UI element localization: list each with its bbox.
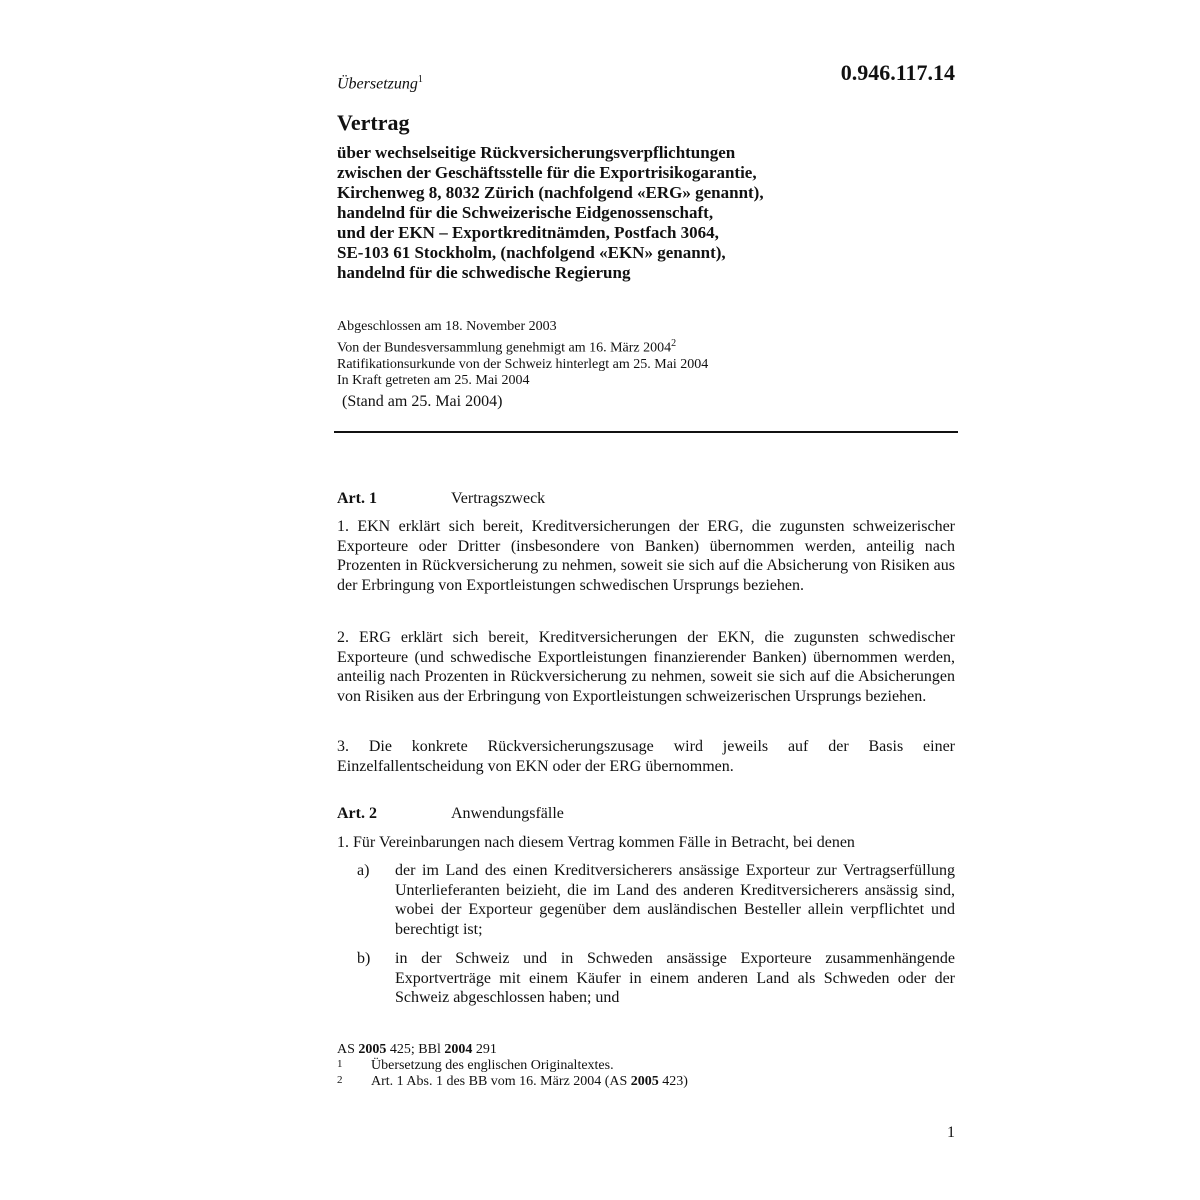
- footnote-ref-2[interactable]: 2: [671, 337, 677, 349]
- concluded-date: Abgeschlossen am 18. November 2003: [337, 319, 557, 334]
- approval-line: [337, 336, 708, 357]
- in-force-date: In Kraft getreten am 25. Mai 2004: [337, 373, 530, 389]
- translation-label: [337, 74, 423, 93]
- header-divider: [334, 431, 958, 433]
- subtitle-line: handelnd für die Schweizerische Eidgenossenschaft,: [337, 203, 714, 222]
- footnotes: [337, 1042, 688, 1090]
- list-item-text: der im Land des einen Kreditversicherers ansässige Exporteur zur Vertragserfüllung Unterlieferanten beizieht, die im Land des anderen Kreditversicherers ansässig sind, wobei der Exporteur gegenüber dem ausländischen Besteller allein verpflichtet und berechtigt ist;: [395, 862, 955, 938]
- list-item-text: in der Schweiz und in Schweden ansässige Exporteure zusammenhängende Exportverträge mit einem Käufer in einem anderen Land als Schweden oder der Schweiz abgeschlossen haben; und: [395, 950, 955, 1007]
- status-date: (Stand am 25. Mai 2004): [342, 393, 503, 410]
- article-1-paragraph-2: 2. ERG erklärt sich bereit, Kreditversicherungen der EKN, die zugunsten schwedischer Exporteure (und schwedische Exportleistungen finanzierender Banken) übernommen werden, anteilig nach Prozenten in Rückversicherung zu nehmen, soweit sie sich auf die Absicherungen von Risiken aus der Erbringung von Exportleistungen schweizerischen Ursprungs beziehen.: [337, 629, 955, 705]
- article-1-paragraph-3: 3. Die konkrete Rückversicherungszusage wird jeweils auf der Basis einer Einzelfallentscheidung von EKN oder der ERG übernommen.: [337, 738, 955, 775]
- footnote-2: [337, 1074, 688, 1090]
- article-title: Vertragszweck: [451, 490, 546, 507]
- subtitle-line: Kirchenweg 8, 8032 Zürich (nachfolgend «ERG» genannt),: [337, 183, 764, 202]
- footnote-ref-1[interactable]: 1: [417, 74, 423, 85]
- subtitle-line: SE-103 61 Stockholm, (nachfolgend «EKN» genannt),: [337, 243, 726, 262]
- article-2-heading: [337, 805, 957, 823]
- article-title: Anwendungsfälle: [451, 805, 564, 822]
- sr-number: 0.946.117.14: [840, 60, 955, 85]
- list-item-label: a): [357, 862, 370, 879]
- article-number: Art. 2: [337, 805, 377, 822]
- page-number: 1: [947, 1124, 955, 1141]
- ratification-date: Ratifikationsurkunde von der Schweiz hinterlegt am 25. Mai 2004: [337, 356, 709, 372]
- source-reference: AS 2005 425; BBl 2004 291: [337, 1042, 497, 1057]
- footnote-number: 2: [337, 1074, 343, 1086]
- article-2-paragraph-1: 1. Für Vereinbarungen nach diesem Vertrag kommen Fälle in Betracht, bei denen: [337, 834, 855, 851]
- article-number: Art. 1: [337, 490, 377, 507]
- footnote-number: 1: [337, 1058, 343, 1070]
- document-title: Vertrag: [337, 110, 410, 135]
- list-item-label: b): [357, 950, 371, 967]
- article-1-paragraph-1: 1. EKN erklärt sich bereit, Kreditversicherungen der ERG, die zugunsten schweizerischer Exporteure oder Dritter (insbesondere von Banken) übernommen werden, anteilig nach Prozenten in Rückversicherung zu nehmen, soweit sie sich auf die Absicherung von Risiken aus der Erbringung von Exportleistungen schwedischen Ursprungs beziehen.: [337, 518, 955, 594]
- subtitle-line: zwischen der Geschäftsstelle für die Exportrisikogarantie,: [337, 163, 757, 182]
- document-subtitle: [337, 143, 937, 283]
- approved-date: Von der Bundesversammlung genehmigt am 16. März 2004: [337, 340, 672, 356]
- article-1-heading: [337, 490, 957, 508]
- list-item: [357, 949, 955, 1008]
- footnote-text: Übersetzung des englischen Originaltextes.: [371, 1058, 614, 1073]
- footnote-text: Art. 1 Abs. 1 des BB vom 16. März 2004 (AS 2005 423): [371, 1074, 688, 1089]
- list-item: [357, 861, 955, 939]
- subtitle-line: und der EKN – Exportkreditnämden, Postfach 3064,: [337, 223, 719, 242]
- subtitle-line: über wechselseitige Rückversicherungsverpflichtungen: [337, 143, 736, 162]
- translation-text: Übersetzung: [337, 75, 418, 93]
- subtitle-line: handelnd für die schwedische Regierung: [337, 263, 631, 282]
- footnote-1: [337, 1058, 614, 1074]
- enactment-info: [337, 319, 708, 390]
